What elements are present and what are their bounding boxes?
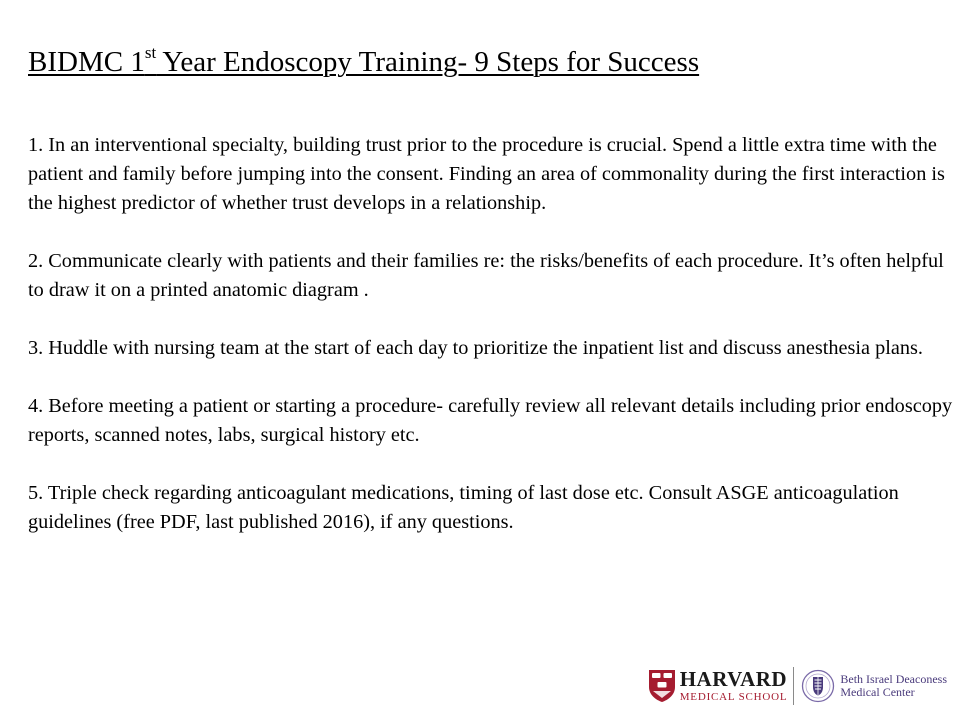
title-suffix: Year Endoscopy Training- 9 Steps for Success [156,46,700,78]
title-superscript: st [144,43,157,62]
medical-school-name: MEDICAL SCHOOL [679,691,788,703]
bidmc-wordmark [840,673,947,699]
step-1: 1. In an interventional specialty, building trust prior to the procedure is crucial. Spend a little extra time with the patient and family before jumping into the consent. Finding an area of commonality during the first interaction is the highest predictor of whether trust develops in a relationship. [28,134,945,214]
step-4: 4. Before meeting a patient or starting a procedure- carefully review all relevant details including prior endoscopy reports, scanned notes, labs, surgical history etc. [28,395,953,446]
bidmc-name-line1: Beth Israel Deaconess [840,672,947,686]
step-5: 5. Triple check regarding anticoagulant medications, timing of last dose etc. Consult ASGE anticoagulation guidelines (free PDF, last published 2016), if any questions. [28,482,899,533]
harvard-medical-school-logo [648,669,788,703]
step-3: 3. Huddle with nursing team at the start of each day to prioritize the inpatient list and discuss anesthesia plans. [28,337,923,359]
title-prefix: BIDMC 1 [28,46,145,78]
step-2: 2. Communicate clearly with patients and their families re: the risks/benefits of each procedure. It’s often helpful to draw it on a printed anatomic diagram . [28,250,944,301]
harvard-wordmark [680,669,788,703]
bidmc-logo [801,669,947,703]
bidmc-seal-icon [801,669,835,703]
slide-title [28,44,699,80]
logo-divider [793,667,794,705]
harvard-shield-icon [648,669,676,703]
harvard-name: HARVARD [679,667,788,691]
footer-logos [648,664,947,708]
steps-list [28,131,960,566]
bidmc-name-line2: Medical Center [840,685,915,699]
